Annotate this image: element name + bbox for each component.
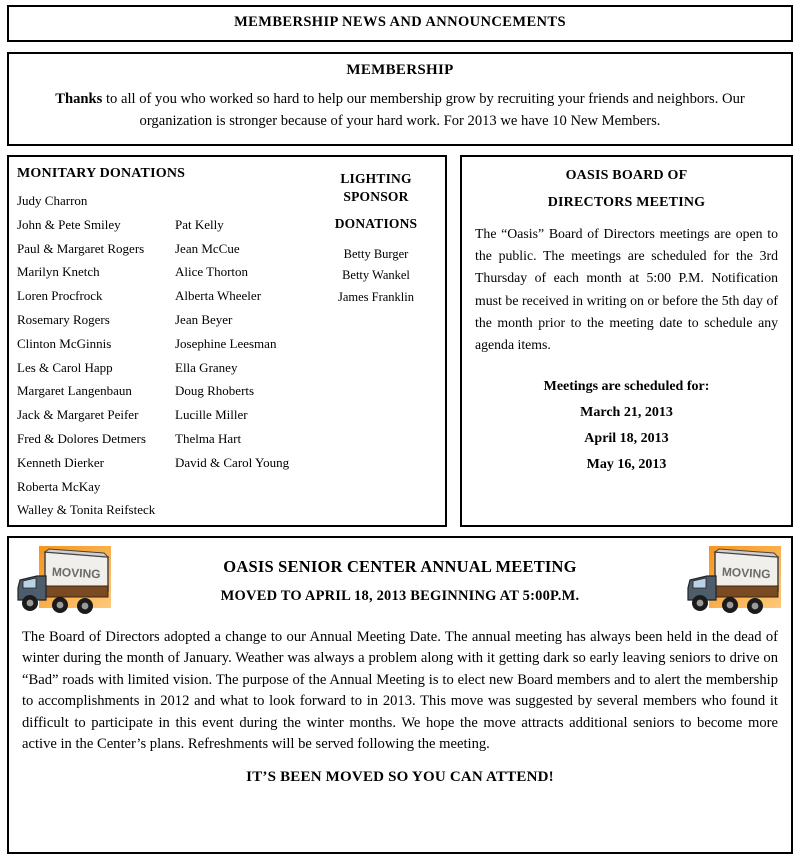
donor-column-2 (175, 189, 313, 522)
donor-column-1 (17, 189, 175, 522)
donor-name: Walley & Tonita Reifsteck (17, 502, 156, 518)
truck-moving-label: MOVING (721, 564, 771, 582)
annual-meeting-title: OASIS SENIOR CENTER ANNUAL MEETING (223, 557, 577, 576)
moving-truck-icon (15, 542, 115, 624)
board-heading-line-1: OASIS BOARD OF (565, 168, 688, 183)
donations-grid (17, 166, 439, 522)
meeting-date: March 21, 2013 (580, 405, 673, 421)
donor-name: Thelma Hart (175, 430, 242, 446)
donor-name: Ella Graney (175, 359, 238, 375)
donor-name: Judy Charron (17, 193, 88, 208)
membership-paragraph-text: to all of you who worked so hard to help our membership grow by recruiting your friends and neighbors. Our organization is stronger because of your hard work. For 2013 we have 10 New Members. (102, 91, 745, 129)
board-heading-line-2: DIRECTORS MEETING (547, 195, 706, 210)
sponsor-name: James Franklin (337, 289, 415, 304)
donor-name: Lucille Miller (175, 407, 248, 423)
lighting-sponsor-block (313, 166, 439, 522)
donor-name: Les & Carol Happ (17, 359, 113, 375)
truck-moving-label: MOVING (51, 564, 101, 582)
donor-name: Jean Beyer (175, 311, 233, 327)
page-title: MEMBERSHIP NEWS AND ANNOUNCEMENTS (234, 14, 566, 30)
donor-name: Clinton McGinnis (17, 335, 112, 351)
donor-name-columns (17, 189, 313, 522)
middle-row (7, 155, 793, 527)
donor-name: Josephine Leesman (175, 335, 277, 351)
donations-section (7, 155, 447, 527)
donor-name: Roberta McKay (17, 478, 101, 494)
donor-name: Doug Rhoberts (175, 383, 255, 399)
schedule-heading: Meetings are scheduled for: (543, 379, 710, 395)
donor-name: Paul & Margaret Rogers (17, 240, 145, 256)
lighting-sponsor-names (313, 244, 439, 309)
annual-meeting-section (7, 536, 793, 854)
annual-meeting-closing: IT’S BEEN MOVED SO YOU CAN ATTEND! (246, 769, 554, 786)
lighting-heading-line-3: DONATIONS (334, 216, 418, 231)
membership-heading: MEMBERSHIP (346, 62, 454, 78)
membership-lead-word: Thanks (55, 91, 103, 107)
lighting-heading-line-2: SPONSOR (343, 188, 409, 204)
sponsor-name: Betty Wankel (342, 268, 410, 282)
donor-name: Jack & Margaret Peifer (17, 407, 139, 423)
donor-name: Fred & Dolores Detmers (17, 430, 146, 446)
lighting-heading-line-1: LIGHTING (340, 171, 412, 186)
sponsor-name: Betty Burger (343, 246, 409, 261)
donor-name: Kenneth Dierker (17, 454, 104, 470)
annual-meeting-titles (115, 542, 685, 605)
donor-name: Pat Kelly (175, 216, 224, 232)
donor-name: Alice Thorton (175, 264, 249, 280)
moving-truck-icon (685, 542, 785, 624)
annual-meeting-subtitle: MOVED TO APRIL 18, 2013 BEGINNING AT 5:00P.M. (220, 588, 580, 604)
donor-name: Marilyn Knetch (17, 264, 100, 280)
monetary-donations-block (17, 166, 313, 522)
membership-section (7, 52, 793, 146)
donor-name: Jean McCue (175, 240, 240, 256)
meeting-date: May 16, 2013 (586, 457, 667, 473)
donor-name: Rosemary Rogers (17, 311, 110, 327)
annual-meeting-paragraph: The Board of Directors adopted a change to our Annual Meeting Date. The annual meeting has always been held in the dead of winter during the month of January. Weather was always a problem along with it getting dark so early leaving seniors to drive on “Bad” roads with limited vision. The purpose of the Annual Meeting is to elect new Board members and to alert the membership to accomplishments in 2012 and what to look forward to in 2013. This move was suggested by several members who found it difficult to participate in this event during the winter months. We hope the move attracts additional seniors to become more active in the Center’s plans. Refreshments will be served following the meeting. (22, 629, 778, 753)
donor-name: Margaret Langenbaun (17, 383, 132, 399)
board-meeting-section (460, 155, 793, 527)
donor-name: John & Pete Smiley (17, 216, 121, 232)
donor-name: Alberta Wheeler (175, 288, 262, 304)
donor-name: David & Carol Young (175, 454, 290, 470)
annual-meeting-header (9, 538, 791, 624)
membership-paragraph (21, 89, 779, 132)
donor-name: Loren Procfrock (17, 288, 103, 304)
board-paragraph: The “Oasis” Board of Directors meetings are open to the public. The meetings are scheduled for the 3rd Thursday of each month at 5:00 P.M. Notification must be received in writing on or before the 5th day of the month prior to the meeting date to schedule any agenda items. (475, 226, 778, 353)
header-box (7, 5, 793, 42)
meeting-date: April 18, 2013 (584, 431, 669, 447)
monetary-donations-heading: MONITARY DONATIONS (17, 166, 186, 181)
